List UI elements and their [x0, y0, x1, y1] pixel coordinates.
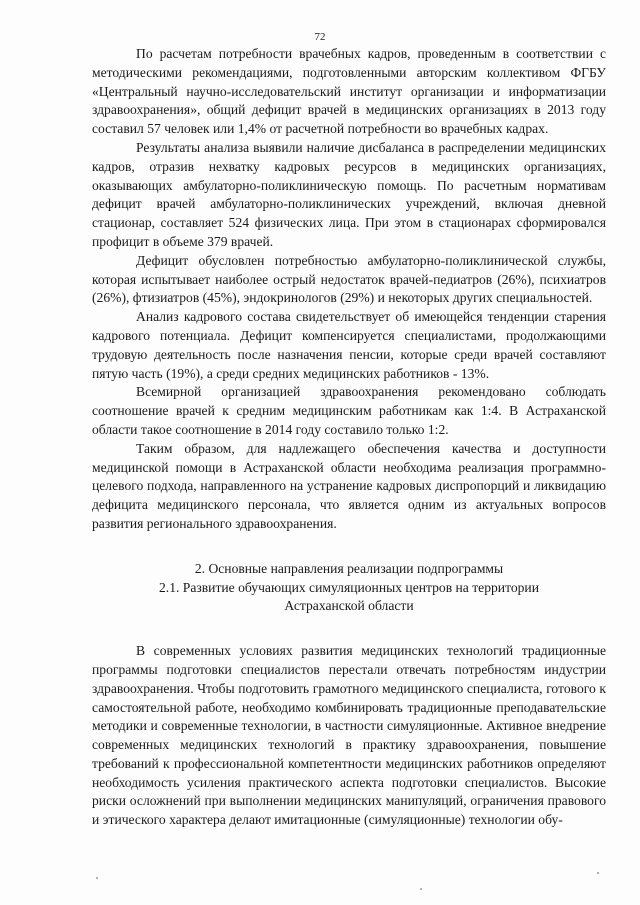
section-heading — [92, 560, 606, 616]
section-simulation-text — [92, 642, 606, 830]
section-intro-text — [92, 45, 606, 534]
paragraph-imbalance: Результаты анализа выявили наличие дисбаланса в распределении медицинских кадров, отразив нехватку кадровых ресурсов в медицинских организациях, оказывающих амбулаторно-поликлиническую помощь. По расчетным нормативам дефицит врачей амбулаторно-поликлинических учреждений, включая дневной стационар, составляет 524 физических лица. При этом в стационарах сформировался профицит в объеме 379 врачей. — [92, 139, 606, 249]
scan-speck — [96, 877, 98, 879]
paragraph-staff-shortage: По расчетам потребности врачебных кадров, проведенным в соответствии с методическими рекомендациями, подготовленными авторским коллективом ФГБУ «Центральный научно-исследовательский институт организации и информатизации здравоохранения», общий дефицит врачей в медицинских организациях в 2013 году составил 57 человек или 1,4% от расчетной потребности во врачебных кадрах. — [92, 46, 606, 137]
page-body — [92, 45, 606, 830]
heading-line-2: 2.1. Развитие обучающих симуляционных центров на территории — [159, 579, 539, 595]
paragraph-who-ratio: Всемирной организацией здравоохранения рекомендовано соблюдать соотношение врачей к средним медицинским работникам как 1:4. В Астраханской области такое соотношение в 2014 году составило только 1:2. — [92, 384, 606, 437]
heading-line-1: 2. Основные направления реализации подпрограммы — [194, 560, 504, 576]
heading-line-3: Астраханской области — [284, 598, 414, 614]
page-number: 72 — [314, 31, 326, 43]
paragraph-conclusion: Таким образом, для надлежащего обеспечения качества и доступности медицинской помощи в Астраханской области необходима реализация программно-целевого подхода, направленного на устранение кадровых диспропорций и ликвидацию дефицита медицинского персонала, что является одним из актуальных вопросов развития регионального здравоохранения. — [92, 440, 606, 531]
paragraph-aging-staff: Анализ кадрового состава свидетельствует об имеющейся тенденции старения кадрового потенциала. Дефицит компенсируется специалистами, продолжающими трудовую деятельность после назначения пенсии, которые среди врачей составляют пятую часть (19%), а среди средних медицинских работников - 13%. — [92, 309, 606, 381]
scan-speck — [597, 872, 599, 874]
paragraph-deficit-causes: Дефицит обусловлен потребностью амбулаторно-поликлинической службы, которая испытывает наиболее острый недостаток врачей-педиатров (26%), психиатров (26%), фтизиатров (45%), эндокринологов (29%) и некоторых других специальностей. — [92, 252, 606, 306]
paragraph-simulation-training: В современных условиях развития медицинских технологий традиционные программы подготовки специалистов перестали отвечать потребностям индустрии здравоохранения. Чтобы подготовить грамотного медицинского специалиста, готового к самостоятельной работе, необходимо комбинировать традиционные преподавательские методики и современные технологии, в частности симуляционные. Активное внедрение современных медицинских технологий в практику здравоохранения, повышение требований к профессиональной компетентности медицинских работников определяют необходимость усиления практического аспекта подготовки специалистов. Высокие риски осложнений при выполнении медицинских манипуляций, ограничения правового и этического характера делают имитационные (симуляционные) технологии обу- — [92, 643, 606, 828]
scan-speck — [420, 888, 422, 890]
